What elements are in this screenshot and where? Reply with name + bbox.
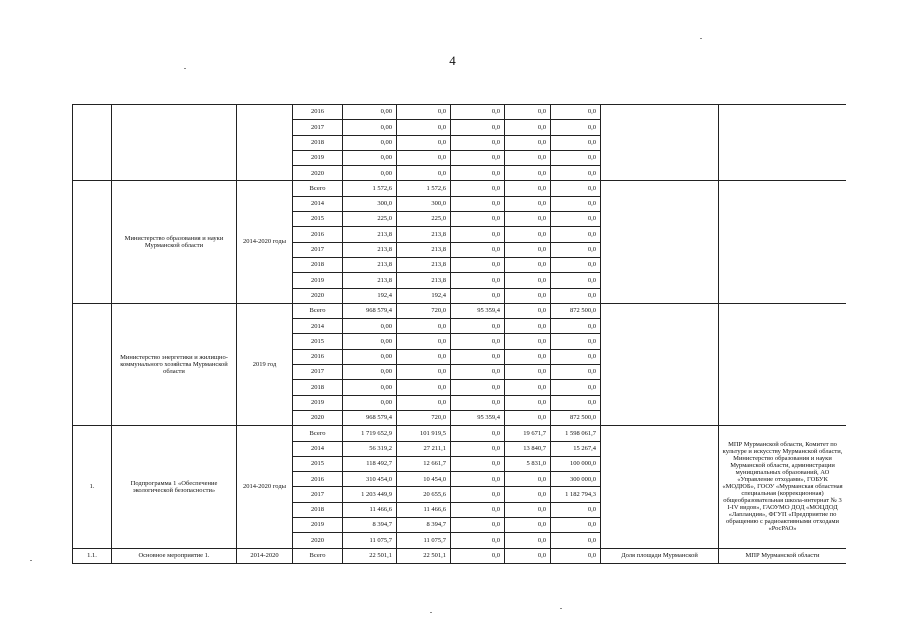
- amount-cell: 0,0: [505, 548, 551, 563]
- amount-cell: 0,0: [551, 181, 601, 196]
- amount-cell: 0,0: [397, 135, 451, 150]
- amount-cell: 0,0: [551, 334, 601, 349]
- year-cell: 2017: [293, 120, 343, 135]
- amount-cell: 0,0: [451, 105, 505, 120]
- amount-cell: 11 466,6: [343, 502, 397, 517]
- amount-cell: 0,0: [451, 319, 505, 334]
- executor-name-cell: Министерство образования и науки Мурманской области: [112, 181, 237, 303]
- year-cell: 2016: [293, 472, 343, 487]
- amount-cell: 0,0: [505, 319, 551, 334]
- responsible-cell: МПР Мурманской области: [719, 548, 847, 563]
- amount-cell: 0,0: [551, 196, 601, 211]
- amount-cell: 1 203 449,9: [343, 487, 397, 502]
- year-cell: 2019: [293, 395, 343, 410]
- amount-cell: 192,4: [343, 288, 397, 303]
- amount-cell: 720,0: [397, 410, 451, 425]
- executor-name-cell: Министерство энергетики и жилищно-коммунального хозяйства Мурманской области: [112, 303, 237, 425]
- amount-cell: 0,0: [551, 257, 601, 272]
- executor-name-cell: [112, 105, 237, 181]
- amount-cell: 0,0: [451, 380, 505, 395]
- amount-cell: 0,0: [551, 150, 601, 165]
- amount-cell: 0,0: [551, 105, 601, 120]
- amount-cell: 1 182 794,3: [551, 487, 601, 502]
- amount-cell: 0,0: [551, 212, 601, 227]
- amount-cell: 0,0: [451, 181, 505, 196]
- amount-cell: 0,0: [397, 120, 451, 135]
- amount-cell: 13 840,7: [505, 441, 551, 456]
- year-cell: 2019: [293, 150, 343, 165]
- amount-cell: 310 454,0: [343, 472, 397, 487]
- amount-cell: 0,0: [451, 365, 505, 380]
- amount-cell: 0,0: [505, 349, 551, 364]
- amount-cell: 0,0: [505, 196, 551, 211]
- amount-cell: 0,00: [343, 319, 397, 334]
- budget-table: [72, 104, 846, 564]
- budget-table-sheet: [72, 104, 846, 590]
- year-cell: 2015: [293, 456, 343, 471]
- year-cell: 2018: [293, 380, 343, 395]
- responsible-cell: МПР Мурманской области, Комитет по культуре и искусству Мурманской области, Министерство образования и науки Мурманской области, администрации муниципальных образований, АО «Управление отходами», ГОБУК «МОДЮБ», ГООУ «Мурманская областная специальная (коррекционная) общеобразовательная школа-интернат № 3 I-IV видов», ГАОУМО ДОД «МОЦДОД «Лапландия», ФГУП «Предприятие по обращению с радиоактивными отходами «РосРАО»: [719, 426, 847, 548]
- amount-cell: 0,0: [505, 365, 551, 380]
- year-cell: 2018: [293, 502, 343, 517]
- amount-cell: 213,8: [397, 227, 451, 242]
- amount-cell: 213,8: [343, 227, 397, 242]
- period-cell: 2014-2020 годы: [237, 426, 293, 548]
- year-cell: Всего: [293, 303, 343, 318]
- amount-cell: 15 267,4: [551, 441, 601, 456]
- amount-cell: 872 500,0: [551, 410, 601, 425]
- amount-cell: 0,0: [505, 242, 551, 257]
- amount-cell: 0,0: [451, 548, 505, 563]
- amount-cell: 0,0: [551, 548, 601, 563]
- scan-speck: [430, 612, 432, 613]
- amount-cell: 213,8: [343, 242, 397, 257]
- row-number-cell: [73, 181, 112, 303]
- scan-speck: [700, 38, 702, 39]
- amount-cell: 872 500,0: [551, 303, 601, 318]
- amount-cell: 213,8: [397, 257, 451, 272]
- amount-cell: 0,0: [505, 380, 551, 395]
- year-cell: Всего: [293, 548, 343, 563]
- amount-cell: 0,0: [451, 533, 505, 548]
- amount-cell: 300 000,0: [551, 472, 601, 487]
- amount-cell: 0,0: [451, 273, 505, 288]
- amount-cell: 0,0: [505, 334, 551, 349]
- row-number-cell: 1.1.: [73, 548, 112, 563]
- amount-cell: 0,0: [551, 380, 601, 395]
- amount-cell: 95 359,4: [451, 303, 505, 318]
- amount-cell: 0,0: [397, 150, 451, 165]
- amount-cell: 0,0: [551, 273, 601, 288]
- amount-cell: 0,0: [505, 472, 551, 487]
- amount-cell: 0,0: [505, 395, 551, 410]
- amount-cell: 0,0: [451, 288, 505, 303]
- table-row: [73, 303, 847, 318]
- year-cell: 2020: [293, 288, 343, 303]
- amount-cell: 0,0: [397, 166, 451, 181]
- amount-cell: 0,0: [451, 257, 505, 272]
- year-cell: Всего: [293, 426, 343, 441]
- year-cell: 2019: [293, 273, 343, 288]
- amount-cell: 0,0: [397, 365, 451, 380]
- amount-cell: 0,0: [451, 227, 505, 242]
- amount-cell: 0,0: [451, 196, 505, 211]
- amount-cell: 0,0: [505, 303, 551, 318]
- amount-cell: 0,00: [343, 135, 397, 150]
- amount-cell: 0,0: [451, 150, 505, 165]
- amount-cell: 0,00: [343, 150, 397, 165]
- indicator-cell: Доля площади Мурманской: [601, 548, 719, 563]
- amount-cell: 0,0: [505, 150, 551, 165]
- amount-cell: 27 211,1: [397, 441, 451, 456]
- budget-table-body: [73, 105, 847, 564]
- amount-cell: 1 572,6: [343, 181, 397, 196]
- amount-cell: 0,0: [505, 227, 551, 242]
- amount-cell: 0,0: [505, 135, 551, 150]
- amount-cell: 0,0: [451, 426, 505, 441]
- amount-cell: 0,0: [451, 518, 505, 533]
- amount-cell: 0,00: [343, 166, 397, 181]
- amount-cell: 0,0: [451, 349, 505, 364]
- amount-cell: 213,8: [397, 242, 451, 257]
- amount-cell: 300,0: [397, 196, 451, 211]
- amount-cell: 0,0: [505, 410, 551, 425]
- amount-cell: 12 661,7: [397, 456, 451, 471]
- responsible-cell: [719, 181, 847, 303]
- indicator-cell: [601, 303, 719, 425]
- amount-cell: 0,0: [505, 502, 551, 517]
- year-cell: 2017: [293, 487, 343, 502]
- amount-cell: 0,00: [343, 349, 397, 364]
- year-cell: 2016: [293, 227, 343, 242]
- year-cell: 2020: [293, 410, 343, 425]
- amount-cell: 0,0: [451, 472, 505, 487]
- scan-speck: [30, 560, 32, 561]
- amount-cell: 0,0: [505, 288, 551, 303]
- amount-cell: 0,0: [505, 518, 551, 533]
- amount-cell: 0,0: [551, 227, 601, 242]
- amount-cell: 0,00: [343, 105, 397, 120]
- year-cell: 2014: [293, 196, 343, 211]
- amount-cell: 213,8: [343, 257, 397, 272]
- amount-cell: 0,0: [551, 135, 601, 150]
- indicator-cell: [601, 105, 719, 181]
- amount-cell: 968 579,4: [343, 303, 397, 318]
- amount-cell: 22 501,1: [343, 548, 397, 563]
- amount-cell: 0,0: [451, 441, 505, 456]
- amount-cell: 0,0: [551, 395, 601, 410]
- amount-cell: 225,0: [397, 212, 451, 227]
- amount-cell: 0,0: [551, 502, 601, 517]
- period-cell: 2014-2020 годы: [237, 181, 293, 303]
- amount-cell: 1 719 652,9: [343, 426, 397, 441]
- amount-cell: 8 394,7: [397, 518, 451, 533]
- amount-cell: 0,0: [505, 212, 551, 227]
- period-cell: [237, 105, 293, 181]
- amount-cell: 0,0: [505, 120, 551, 135]
- amount-cell: 11 075,7: [397, 533, 451, 548]
- amount-cell: 0,0: [551, 518, 601, 533]
- table-row: [73, 105, 847, 120]
- amount-cell: 0,0: [451, 166, 505, 181]
- year-cell: 2016: [293, 349, 343, 364]
- amount-cell: 225,0: [343, 212, 397, 227]
- year-cell: 2019: [293, 518, 343, 533]
- amount-cell: 101 919,5: [397, 426, 451, 441]
- amount-cell: 0,0: [551, 533, 601, 548]
- period-cell: 2019 год: [237, 303, 293, 425]
- amount-cell: 0,00: [343, 334, 397, 349]
- responsible-cell: [719, 303, 847, 425]
- amount-cell: 213,8: [397, 273, 451, 288]
- amount-cell: 0,0: [397, 349, 451, 364]
- amount-cell: 968 579,4: [343, 410, 397, 425]
- amount-cell: 0,0: [551, 120, 601, 135]
- amount-cell: 0,0: [505, 257, 551, 272]
- year-cell: 2020: [293, 533, 343, 548]
- table-row: [73, 426, 847, 441]
- amount-cell: 0,0: [451, 135, 505, 150]
- year-cell: 2014: [293, 319, 343, 334]
- amount-cell: 19 671,7: [505, 426, 551, 441]
- year-cell: 2016: [293, 105, 343, 120]
- year-cell: 2017: [293, 365, 343, 380]
- responsible-cell: [719, 105, 847, 181]
- scan-speck: [560, 608, 562, 609]
- row-number-cell: 1.: [73, 426, 112, 548]
- executor-name-cell: Подпрограмма 1 «Обеспечение экологической безопасности»: [112, 426, 237, 548]
- amount-cell: 192,4: [397, 288, 451, 303]
- amount-cell: 5 831,0: [505, 456, 551, 471]
- amount-cell: 11 075,7: [343, 533, 397, 548]
- amount-cell: 0,0: [551, 319, 601, 334]
- amount-cell: 10 454,0: [397, 472, 451, 487]
- amount-cell: 0,0: [397, 334, 451, 349]
- year-cell: Всего: [293, 181, 343, 196]
- amount-cell: 0,0: [551, 288, 601, 303]
- amount-cell: 1 572,6: [397, 181, 451, 196]
- amount-cell: 0,0: [451, 242, 505, 257]
- year-cell: 2014: [293, 441, 343, 456]
- amount-cell: 56 319,2: [343, 441, 397, 456]
- indicator-cell: [601, 426, 719, 548]
- amount-cell: 0,0: [505, 105, 551, 120]
- amount-cell: 0,00: [343, 395, 397, 410]
- amount-cell: 0,0: [397, 319, 451, 334]
- amount-cell: 0,0: [451, 334, 505, 349]
- amount-cell: 0,0: [397, 105, 451, 120]
- year-cell: 2017: [293, 242, 343, 257]
- amount-cell: 0,0: [505, 273, 551, 288]
- amount-cell: 100 000,0: [551, 456, 601, 471]
- amount-cell: 0,0: [505, 181, 551, 196]
- scan-speck: [184, 68, 186, 69]
- amount-cell: 1 598 061,7: [551, 426, 601, 441]
- year-cell: 2015: [293, 334, 343, 349]
- amount-cell: 213,8: [343, 273, 397, 288]
- amount-cell: 20 655,6: [397, 487, 451, 502]
- period-cell: 2014-2020: [237, 548, 293, 563]
- indicator-cell: [601, 181, 719, 303]
- year-cell: 2018: [293, 135, 343, 150]
- amount-cell: 0,0: [451, 502, 505, 517]
- amount-cell: 0,0: [451, 212, 505, 227]
- amount-cell: 0,00: [343, 365, 397, 380]
- year-cell: 2018: [293, 257, 343, 272]
- amount-cell: 0,0: [551, 242, 601, 257]
- amount-cell: 11 466,6: [397, 502, 451, 517]
- amount-cell: 118 492,7: [343, 456, 397, 471]
- amount-cell: 0,0: [397, 395, 451, 410]
- year-cell: 2020: [293, 166, 343, 181]
- amount-cell: 0,0: [451, 395, 505, 410]
- amount-cell: 0,0: [505, 166, 551, 181]
- executor-name-cell: Основное мероприятие 1.: [112, 548, 237, 563]
- amount-cell: 0,0: [451, 456, 505, 471]
- amount-cell: 0,0: [505, 487, 551, 502]
- table-row: [73, 548, 847, 563]
- amount-cell: 0,0: [451, 120, 505, 135]
- amount-cell: 0,0: [397, 380, 451, 395]
- amount-cell: 300,0: [343, 196, 397, 211]
- amount-cell: 0,0: [551, 349, 601, 364]
- year-cell: 2015: [293, 212, 343, 227]
- amount-cell: 8 394,7: [343, 518, 397, 533]
- amount-cell: 0,0: [451, 487, 505, 502]
- table-row: [73, 181, 847, 196]
- page-number: 4: [449, 53, 456, 68]
- amount-cell: 0,0: [505, 533, 551, 548]
- amount-cell: 0,00: [343, 380, 397, 395]
- amount-cell: 22 501,1: [397, 548, 451, 563]
- amount-cell: 0,0: [551, 365, 601, 380]
- amount-cell: 0,00: [343, 120, 397, 135]
- row-number-cell: [73, 105, 112, 181]
- amount-cell: 720,0: [397, 303, 451, 318]
- row-number-cell: [73, 303, 112, 425]
- amount-cell: 95 359,4: [451, 410, 505, 425]
- amount-cell: 0,0: [551, 166, 601, 181]
